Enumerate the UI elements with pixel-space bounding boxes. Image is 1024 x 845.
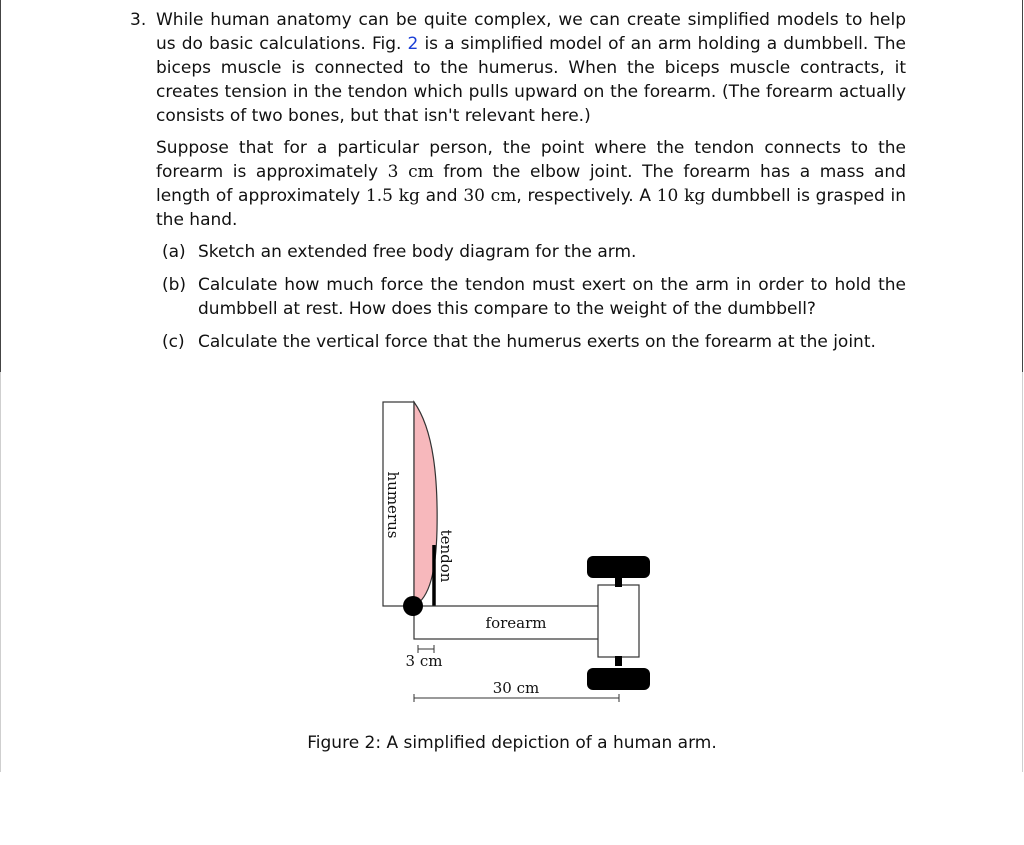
dumbbell-mass-value: 10 kg xyxy=(656,186,706,206)
part-text: Sketch an extended free body diagram for the arm. xyxy=(198,242,637,262)
dim-3cm-label: 3 cm xyxy=(405,652,443,670)
dumbbell-bar-top xyxy=(615,577,622,587)
dumbbell-weight-top xyxy=(587,556,650,578)
setup-text-4: , respectively. A xyxy=(516,186,657,206)
setup-text-3: and xyxy=(419,186,464,206)
humerus-label: humerus xyxy=(384,471,402,539)
elbow-joint xyxy=(403,596,423,616)
dumbbell-weight-bottom xyxy=(587,668,650,690)
figure-caption: Figure 2: A simplified depiction of a human arm. xyxy=(307,733,717,753)
tendon-label: tendon xyxy=(437,529,455,583)
part-label: (a) xyxy=(162,242,186,262)
hand xyxy=(598,585,639,657)
setup-text-5: dumbbell is grasped in the hand. xyxy=(156,186,906,230)
forearm-mass-value: 1.5 kg xyxy=(365,186,420,206)
forearm-length-value: 30 cm xyxy=(463,186,517,206)
part-label: (b) xyxy=(162,275,187,295)
part-text: Calculate how much force the tendon must exert on the arm in order to hold the dumbbell at rest. How does this compare to the weight of the dumbbell? xyxy=(198,275,906,319)
intro-text-2: is a simplified model of an arm holding a dumbbell. The biceps muscle is connected to the humerus. When the biceps muscle contracts, it creates tension in the tendon which pulls upward on the forearm. (The forearm actually consists of two bones, but that isn't relevant here.) xyxy=(156,34,907,126)
part-label: (c) xyxy=(162,332,185,352)
part-text: Calculate the vertical force that the humerus exerts on the forearm at the joint. xyxy=(198,332,876,352)
setup-text-1: Suppose that for a particular person, the point where the tendon connects to the forearm is approximately xyxy=(156,138,906,182)
figure-reference-link[interactable]: 2 xyxy=(407,34,419,54)
problem-number: 3. xyxy=(130,10,147,30)
setup-text-2: from the elbow joint. The forearm has a mass and length of approximately xyxy=(156,162,906,206)
dim-30cm-label: 30 cm xyxy=(492,679,540,697)
tendon-distance-value: 3 cm xyxy=(387,162,434,182)
forearm-label: forearm xyxy=(485,614,547,632)
intro-text-1: While human anatomy can be quite complex, we can create simplified models to help us do basic calculations. Fig. xyxy=(156,10,906,54)
dumbbell-bar-bottom xyxy=(615,656,622,666)
